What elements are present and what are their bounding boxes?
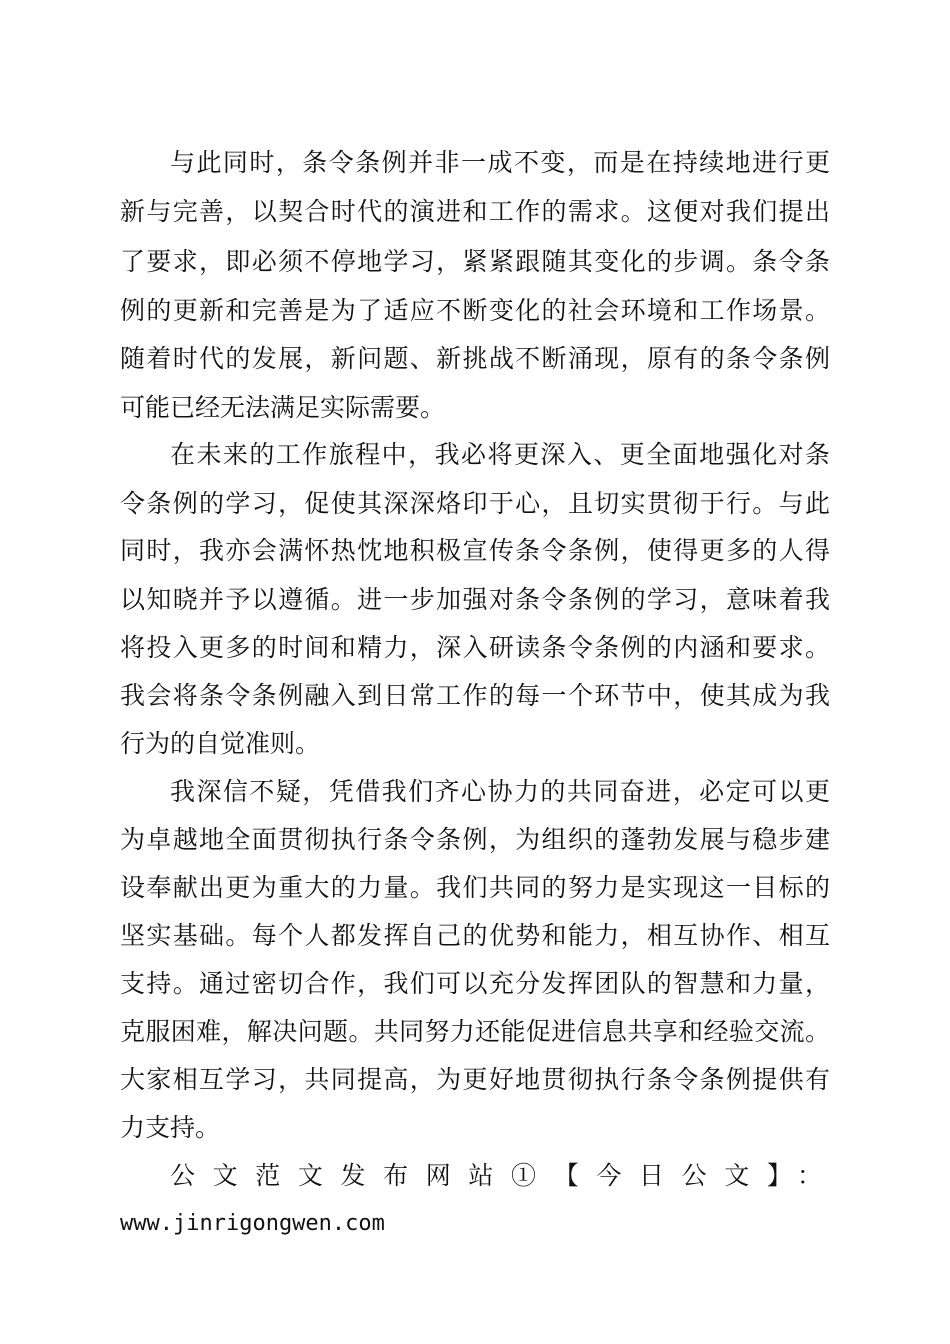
paragraph-2-line-7: 行为的自觉准则。 [120, 729, 321, 758]
paragraph-3-line-7: 大家相互学习，共同提高，为更好地贯彻执行条令条例提供有 [120, 1065, 830, 1094]
paragraph-1-line-1: 与此同时，条令条例并非一成不变，而是在持续地进行更 [170, 148, 830, 177]
paragraph-3-line-4: 坚实基础。每个人都发挥自己的优势和能力，相互协作、相互 [120, 921, 830, 950]
paragraph-2-line-6: 我会将条令条例融入到日常工作的每一个环节中，使其成为我 [120, 681, 830, 710]
paragraph-1-line-4: 例的更新和完善是为了适应不断变化的社会环境和工作场景。 [120, 296, 830, 325]
paragraph-3-line-8: 力支持。 [120, 1113, 221, 1142]
paragraph-2-line-5: 将投入更多的时间和精力，深入研读条令条例的内涵和要求。 [120, 633, 830, 662]
paragraph-3-line-3: 设奉献出更为重大的力量。我们共同的努力是实现这一目标的 [120, 873, 830, 902]
paragraph-1-line-3: 了要求，即必须不停地学习，紧紧跟随其变化的步调。条令条 [120, 247, 830, 276]
paragraph-3-line-1: 我深信不疑，凭借我们齐心协力的共同奋进，必定可以更 [170, 777, 830, 806]
paragraph-2-line-1: 在未来的工作旅程中，我必将更深入、更全面地强化对条 [170, 440, 830, 469]
paragraph-2-line-4: 以知晓并予以遵循。进一步加强对条令条例的学习，意味着我 [120, 585, 830, 614]
paragraph-1-line-5: 随着时代的发展，新问题、新挑战不断涌现，原有的条令条例 [120, 344, 830, 373]
paragraph-3-line-6: 克服困难，解决问题。共同努力还能促进信息共享和经验交流。 [120, 1017, 830, 1046]
paragraph-1-line-6: 可能已经无法满足实际需要。 [120, 393, 446, 422]
paragraph-3-line-5: 支持。通过密切合作，我们可以充分发挥团队的智慧和力量， [120, 969, 830, 998]
paragraph-2-line-3: 同时，我亦会满怀热忱地积极宣传条令条例，使得更多的人得 [120, 536, 830, 565]
paragraph-3-line-2: 为卓越地全面贯彻执行条令条例，为组织的蓬勃发展与稳步建 [120, 825, 830, 854]
paragraph-2-line-2: 令条例的学习，促使其深深烙印于心，且切实贯彻于行。与此 [120, 489, 830, 518]
source-site-label: 公文范文发布网站①【今日公文】： [170, 1161, 830, 1190]
source-site-url: www.jinrigongwen.com [120, 1211, 385, 1236]
paragraph-1-line-2: 新与完善，以契合时代的演进和工作的需求。这便对我们提出 [120, 197, 830, 226]
